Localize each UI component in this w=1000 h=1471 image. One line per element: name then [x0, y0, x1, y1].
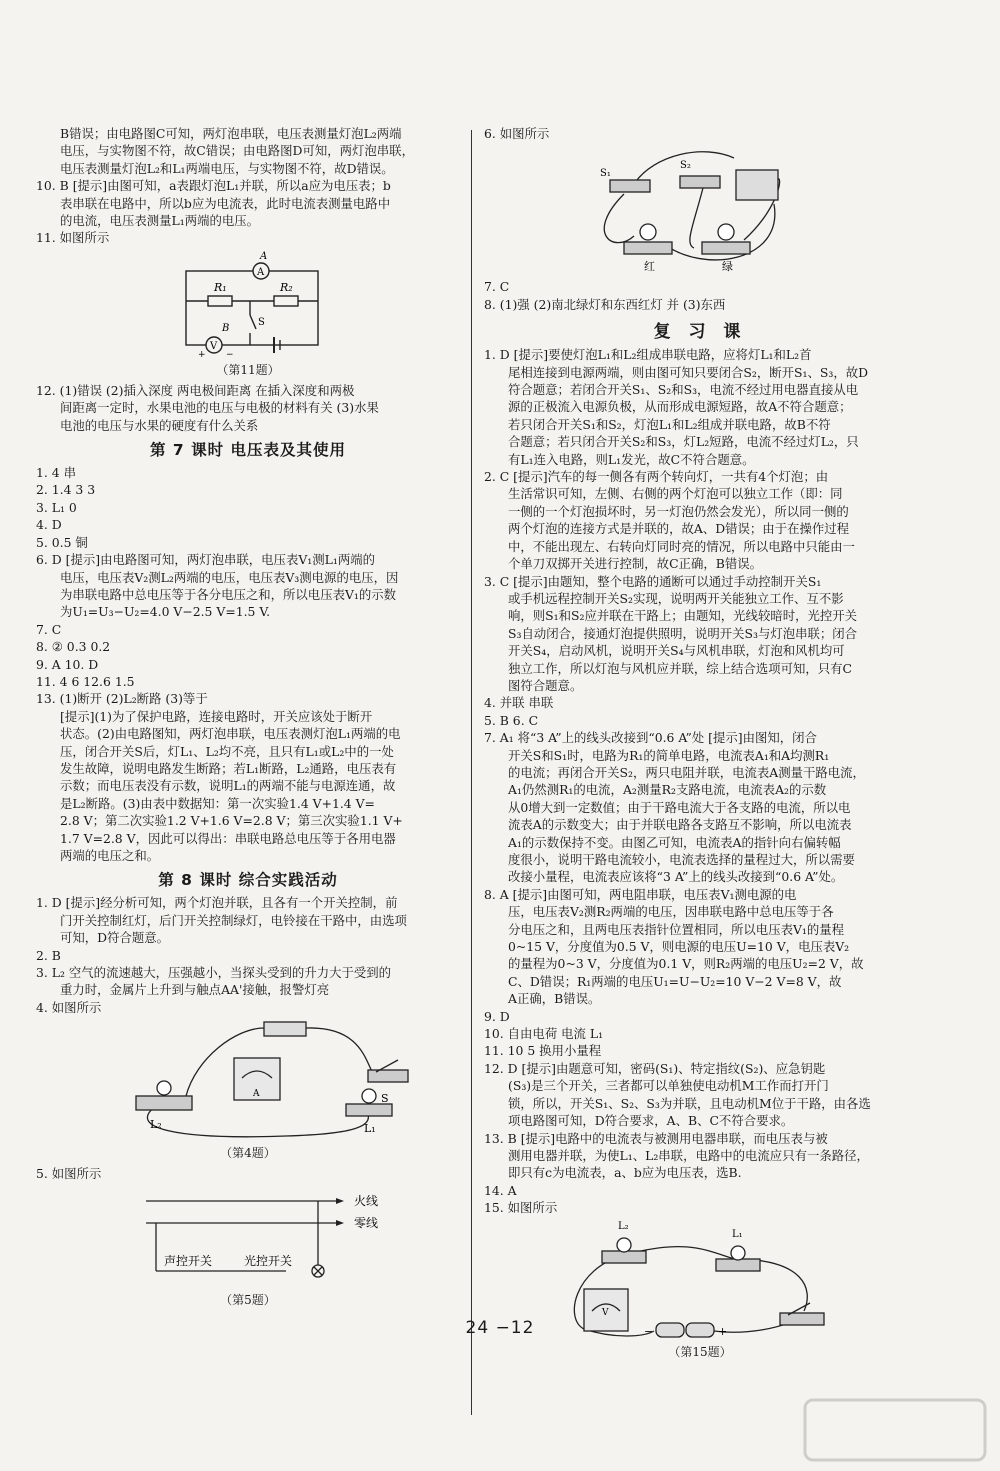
- text-line: 3. L₂ 空气的流速越大，压强越小，当探头受到的升力大于受到的: [36, 965, 392, 981]
- text-line: 间距离一定时，水果电池的电压与电极的材料有关 (3)水果: [60, 400, 379, 416]
- text-line: 3. C [提示]由题知，整个电路的通断可以通过手动控制开关S₁: [484, 573, 822, 589]
- text-line: 8. A [提示]由图可知，两电阻串联，电压表V₁测电源的电: [484, 886, 797, 902]
- svg-text:S: S: [381, 1092, 389, 1106]
- figure-6: [484, 144, 916, 276]
- text-line: 4. 并联 串联: [484, 695, 554, 711]
- text-line: 1.7 V=2.8 V，因此可以得出：串联电路总电压等于各用电器: [60, 830, 396, 846]
- text-line: C、D错误；R₁两端的电压U₁=U−U₂=10 V−2 V=8 V，故: [508, 973, 842, 989]
- page-number: 24 −12: [465, 1318, 535, 1338]
- circuit-diagram-11: [36, 249, 460, 367]
- text-line: 测用电器并联，为使L₁、L₂串联，电路中的电流应只有一条路径，: [508, 1147, 869, 1163]
- text-line: 2. 1.4 3 3: [36, 482, 96, 498]
- text-line: 可知，D符合题意。: [60, 930, 170, 946]
- circuit-diagram-5: [36, 1185, 460, 1293]
- text-line: [提示](1)为了保护电路，连接电路时，开关应该处于断开: [60, 708, 373, 724]
- left-column: [36, 125, 460, 1308]
- answer-12: 12. (1)错误 (2)插入深度 两电极间距离 在插入深度和两极: [36, 382, 355, 398]
- text-line: 6. D [提示]由电路图可知，两灯泡串联，电压表V₁测L₁两端的: [36, 552, 376, 568]
- text-line: 8. (1)强 (2)南北绿灯和东西红灯 并 (3)东西: [484, 296, 726, 312]
- text-line: 是L₂断路。(3)由表中数据知：第一次实验1.4 V+1.4 V=: [60, 795, 375, 811]
- svg-text:A: A: [257, 266, 265, 278]
- column-divider: [471, 130, 472, 1415]
- text-line: 11. 4 6 12.6 1.5: [36, 673, 135, 689]
- text-line: 表串联在电路中，所以b应为电流表，此时电流表测量电路中: [60, 195, 391, 211]
- text-line: 两个灯泡的连接方式是并联的，故A、D错误；由于在操作过程: [508, 521, 850, 537]
- svg-text:+: +: [718, 1324, 728, 1338]
- text-line: 发生故障，说明电路发生断路；若L₁断路，L₂通路，电压表有: [60, 760, 397, 776]
- svg-text:L₁: L₁: [732, 1228, 743, 1240]
- text-line: 5. B 6. C: [484, 712, 539, 728]
- svg-text:B: B: [222, 322, 230, 334]
- figure-5: [36, 1185, 460, 1293]
- text-line: A₁仍然测R₁的电流，A₂测量R₂支路电流，电流表A₂的示数: [508, 782, 827, 798]
- light-switch-label: 光控开关: [244, 1253, 293, 1268]
- svg-text:+: +: [198, 349, 206, 360]
- text-line: 门开关控制红灯，后门开关控制绿灯，电铃接在干路中，由选项: [60, 912, 407, 928]
- text-line: 两端的电压之和。: [60, 848, 160, 863]
- text-line: 2. C [提示]汽车的每一侧各有两个转向灯，一共有4个灯泡；由: [484, 469, 829, 485]
- text-line: 电压表测量灯泡L₂和L₁两端电压，与实物图不符，故D错误。: [60, 160, 394, 176]
- text-line: 合题意；若只闭合开关S₂和S₃，灯L₂短路，电流不经过灯L₂，只: [508, 434, 859, 450]
- text-line: 示数；而电压表没有示数，说明L₁的两端不能与电源连通，故: [60, 778, 396, 794]
- svg-text:S₁: S₁: [600, 168, 611, 180]
- text-line: 2. B: [36, 947, 61, 963]
- svg-text:V: V: [602, 1307, 609, 1318]
- text-line: 11. 10 5 换用小量程: [484, 1043, 602, 1059]
- text-line: 改接小量程，电流表应该将“3 A”上的线头改接到“0.6 A”处。: [508, 869, 844, 885]
- text-line: 一侧的一个灯泡损坏时，另一灯泡仍然会发光），所以同一侧的: [508, 503, 849, 519]
- text-line: 7. C: [484, 279, 510, 295]
- text-line: 电压，电压表V₂测L₂两端的电压，电压表V₃测电源的电压，因: [60, 569, 399, 585]
- text-line: 13. B [提示]电路中的电流表与被测用电器串联，而电压表与被: [484, 1130, 828, 1146]
- circuit-illustration-6: [484, 144, 916, 276]
- svg-text:S: S: [258, 316, 265, 328]
- text-line: 1. D [提示]经分析可知，两个灯泡并联，且各有一个开关控制，前: [36, 895, 398, 911]
- red-lamp-label: 红: [644, 260, 655, 274]
- text-line: 个单刀双掷开关进行控制，故C正确，B错误。: [508, 556, 763, 572]
- text-line: 开关S和S₁时，电路为R₁的简单电路，电流表A₁和A均测R₁: [508, 747, 830, 763]
- text-line: 生活常识可知，左侧、右侧的两个灯泡可以独立工作（即：同: [508, 486, 843, 502]
- text-line: 电池的电压与水果的硬度有什么关系: [60, 417, 259, 433]
- svg-text:V: V: [210, 340, 218, 352]
- text-line: 中，不能出现左、右转向灯同时亮的情况，所以电路中只能由一: [508, 538, 855, 554]
- text-line: 源的正极流入电源负极，从而形成电源短路，故A不符合题意；: [508, 399, 852, 415]
- text-line: 图符合题意。: [508, 677, 583, 693]
- svg-text:L₂: L₂: [150, 1118, 162, 1132]
- svg-text:S₂: S₂: [680, 160, 691, 172]
- figure-caption: （第15题）: [668, 1344, 732, 1359]
- answer-11: 11. 如图所示: [36, 230, 110, 246]
- text-line: A正确，B错误。: [508, 991, 601, 1007]
- text-line: (S₃)是三个开关，三者都可以单独使电动机M工作而打开门: [508, 1078, 829, 1094]
- text-line: 4. D: [36, 517, 62, 533]
- svg-text:−: −: [644, 1324, 654, 1338]
- section-heading: 第 7 课时 电压表及其使用: [150, 441, 346, 460]
- text-line: 流表A的示数变大；由于并联电路各支路互不影响，所以电流表: [508, 817, 852, 833]
- text-line: 压，电压表V₂测R₂两端的电压，因串联电路中总电压等于各: [508, 904, 834, 920]
- text-line: 4. 如图所示: [36, 999, 102, 1015]
- right-column: [484, 125, 916, 1360]
- text-line: 电压，与实物图不符，故C错误；由电路图D可知，两灯泡串联，: [60, 143, 414, 159]
- text-line: 3. L₁ 0: [36, 499, 77, 515]
- text-line: 5. 如图所示: [36, 1166, 102, 1182]
- watermark-logo: [800, 1395, 990, 1465]
- svg-text:A: A: [260, 250, 268, 262]
- fire-line-label: 火线: [354, 1193, 379, 1208]
- figure-11: [36, 249, 460, 367]
- figure-caption: （第4题）: [220, 1146, 276, 1161]
- svg-text:−: −: [226, 349, 234, 360]
- text-line: 若只闭合开关S₁和S₂，灯泡L₁和L₂组成并联电路，故B不符: [508, 416, 831, 432]
- text-line: 度很小，说明干路电流较小，电流表选择的量程过大，所以需要: [508, 852, 855, 867]
- text-line: 重力时，金属片上升到与触点AA'接触，报警灯亮: [60, 982, 330, 998]
- circuit-illustration-4: [36, 1018, 460, 1142]
- svg-text:L₂: L₂: [618, 1220, 629, 1232]
- text-line: 项电路图可知，D符合要求，A、B、C不符合要求。: [508, 1113, 794, 1129]
- text-line: B错误；由电路图C可知，两灯泡串联，电压表测量灯泡L₂两端: [60, 126, 402, 141]
- text-line: 1. D [提示]要使灯泡L₁和L₂组成串联电路，应将灯L₁和L₂首: [484, 347, 812, 363]
- figure-caption: （第5题）: [220, 1292, 276, 1307]
- text-line: 分电压之和，且两电压表指针位置相同，所以电压表V₁的量程: [508, 921, 845, 937]
- text-line: 即只有c为电流表，a、b应为电压表，选B.: [508, 1165, 742, 1181]
- figure-caption: （第11题）: [216, 362, 280, 377]
- text-line: 有L₁连入电路，则L₁发光，故C不符合题意。: [508, 451, 755, 467]
- section-heading: 复 习 课: [653, 322, 747, 343]
- svg-text:R₁: R₁: [214, 280, 227, 294]
- text-line: A₁的示数保持不变。由图乙可知，电流表A的指针向右偏转幅: [508, 834, 841, 850]
- text-line: 尾相连接到电源两端，则由图可知只要闭合S₂，断开S₁、S₃，故D: [508, 364, 869, 380]
- text-line: 9. D: [484, 1008, 510, 1024]
- svg-text:L₁: L₁: [364, 1122, 376, 1136]
- text-line: 0~15 V，分度值为0.5 V，则电源的电压U=10 V，电压表V₂: [508, 939, 850, 955]
- figure-4: [36, 1018, 460, 1142]
- svg-text:A: A: [253, 1089, 260, 1100]
- green-lamp-label: 绿: [722, 260, 733, 274]
- text-line: S₃自动闭合，接通灯泡提供照明，说明开关S₃与灯泡串联；闭合: [508, 625, 858, 641]
- text-line: 1. 4 串: [36, 465, 76, 481]
- text-line: 6. 如图所示: [484, 126, 550, 141]
- text-line: 锁，所以，开关S₁、S₂、S₃为并联，且电动机M位于干路，由各选: [508, 1095, 871, 1111]
- text-line: 13. (1)断开 (2)L₂断路 (3)等于: [36, 691, 208, 707]
- text-line: 压，闭合开关S后，灯L₁、L₂均不亮，且只有L₁或L₂中的一处: [60, 743, 394, 759]
- text-line: 8. ② 0.3 0.2: [36, 639, 111, 655]
- text-line: 5. 0.5 铜: [36, 534, 88, 550]
- text-line: 或手机远程控制开关S₂实现，说明两开关能独立工作、互不影: [508, 590, 844, 606]
- text-line: 7. C: [36, 621, 62, 637]
- text-line: 7. A₁ 将“3 A”上的线头改接到“0.6 A”处 [提示]由图知，闭合: [484, 730, 817, 746]
- text-line: 15. 如图所示: [484, 1200, 558, 1216]
- answer-10: 10. B [提示]由图可知，a表跟灯泡L₁并联，所以a应为电压表；b: [36, 178, 391, 194]
- section-heading: 第 8 课时 综合实践活动: [158, 871, 338, 890]
- text-line: 独立工作，所以灯泡与风机应并联，综上结合选项可知，只有C: [508, 660, 853, 676]
- text-line: 符合题意；若闭合开关S₁、S₂和S₃，电流不经过用电器直接从电: [508, 382, 859, 398]
- text-line: 14. A: [484, 1182, 517, 1198]
- text-line: 响，则S₁和S₂应并联在干路上；由题知，光线较暗时，光控开关: [508, 608, 858, 624]
- text-line: 开关S₄，启动风机，说明开关S₄与风机串联，灯泡和风机均可: [508, 643, 845, 659]
- text-line: 9. A 10. D: [36, 656, 99, 672]
- text-line: 状态。(2)由电路图知，两灯泡串联，电压表测灯泡L₁两端的电: [60, 726, 401, 742]
- svg-text:R₂: R₂: [280, 280, 293, 294]
- text-line: 从0增大到一定数值；由于干路电流大于各支路的电流，所以电: [508, 799, 851, 815]
- sound-switch-label: 声控开关: [164, 1253, 213, 1268]
- text-line: 的电流；再闭合开关S₂，两只电阻并联，电流表A测量干路电流，: [508, 764, 865, 780]
- text-line: 12. D [提示]由题意可知，密码(S₁)、特定指纹(S₂)、应急钥匙: [484, 1060, 826, 1076]
- text-line: 的量程为0~3 V，分度值为0.1 V，则R₂两端的电压U₂=2 V，故: [508, 956, 864, 972]
- text-line: 为串联电路中总电压等于各分电压之和，所以电压表V₁的示数: [60, 586, 397, 602]
- text-line: 2.8 V；第二次实验1.2 V+1.6 V=2.8 V；第三次实验1.1 V+: [60, 813, 403, 829]
- text-line: 为U₁=U₃−U₂=4.0 V−2.5 V=1.5 V.: [60, 604, 271, 620]
- text-line: 的电流，电压表测量L₁两端的电压。: [60, 213, 260, 229]
- text-line: 10. 自由电荷 电流 L₁: [484, 1026, 604, 1042]
- zero-line-label: 零线: [354, 1215, 379, 1230]
